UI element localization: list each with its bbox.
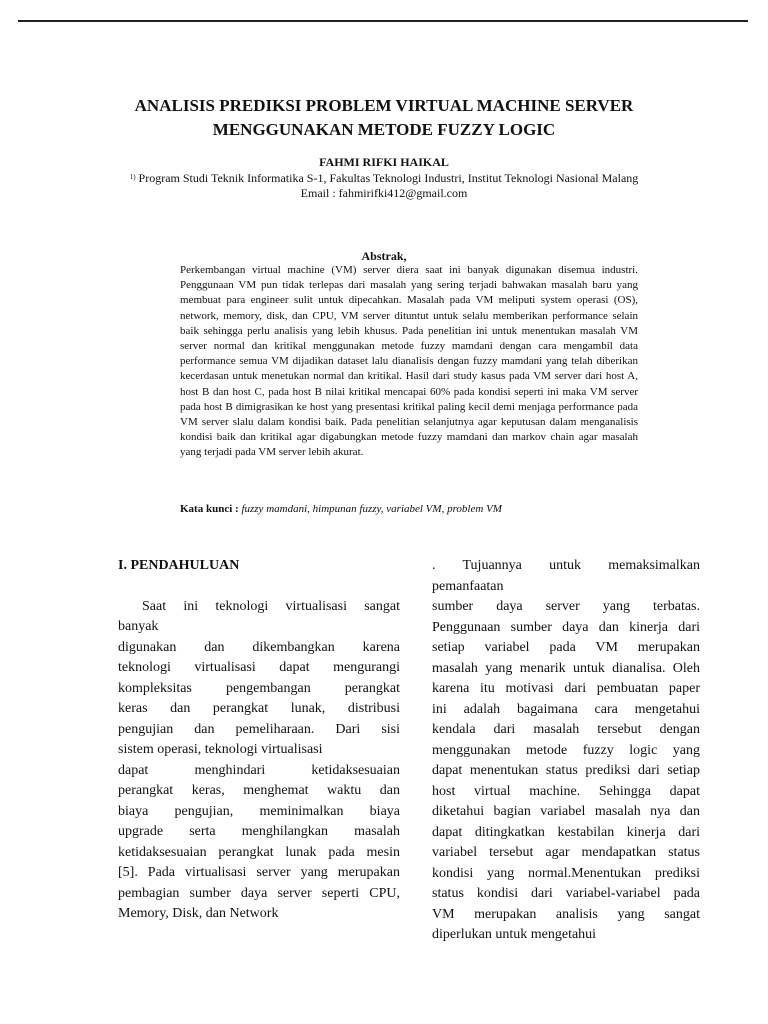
text-line: diketahui bagian variabel masalah nya dan	[432, 804, 700, 819]
text-line: Saat ini teknologi virtualisasi sangat	[142, 598, 400, 614]
top-rule	[18, 20, 748, 22]
text-line: keras dan perangkat lunak, distribusi	[118, 701, 400, 716]
text-line: pembagian sumber daya server seperti CPU,	[118, 885, 400, 901]
text-line: digunakan dan dikembangkan karena	[118, 639, 400, 655]
text-line: banyak	[118, 619, 159, 634]
text-line: [5]. Pada virtualisasi server yang merupakan	[118, 865, 400, 880]
text-line: sistem operasi, teknologi virtualisasi	[118, 742, 323, 757]
left-column	[118, 556, 400, 925]
text-line: dapat ditingkatkan kestabilan kinerja dari	[432, 824, 700, 840]
abstract-heading: Abstrak,	[361, 249, 407, 263]
abstract-body: Perkembangan virtual machine (VM) server diera saat ini banyak digunakan disemua industri. Penggunaan VM pun tidak terlepas dari masalah yang sering terjadi bahwakan masalah baru yang membuat para engineer sulit untuk dipecahkan. Masalah pada VM meliputi system operasi (OS), network, memory, disk, dan CPU, VM server dituntut untuk selalu memberikan performance selain baik sehingga perlu analisis yang lebih khusus. Pada penelitian ini untuk menentukan masalah VM server normal dan kritikal menggunakan metode fuzzy mamdani dengan cara mengambil data performance semua VM dijadikan dataset lalu dianalisis dengan fuzzy mamdani yang telah diberikan kecerdasan untuk menetukan normal dan kritikal. Hasil dari study kasus pada VM server dari host A, host B dan host C, pada host B nilai kritikal mencapai 60% pada kondisi seperti ini maka VM server pada host B dimigrasikan ke host yang presentasi kritikal paling kecil demi menjaga performance pada VM server slalu dalam kondisi baik. Pada penelitian selanjutnya agar keputusan dalam menganalisis kondisi baik dan kritikal agar digabungkan metode fuzzy mamdani dan markov chain agar masalah yang terjadi pada VM server lebih akurat.	[180, 264, 638, 459]
title-line-1: ANALISIS PREDIKSI PROBLEM VIRTUAL MACHINE SERVER	[134, 96, 634, 115]
text-line: Memory, Disk, dan Network	[118, 906, 279, 921]
text-line: kompleksitas pengembangan perangkat	[118, 680, 400, 696]
affiliation-text: Program Studi Teknik Informatika S-1, Fakultas Teknologi Industri, Institut Teknologi Nasional Malang	[138, 171, 639, 185]
text-line: masalah yang menarik untuk dianalisa. Oleh	[432, 660, 700, 676]
text-line: status kondisi dari variabel-variabel pada	[432, 886, 700, 901]
text-line: karena itu motivasi dari pembuatan paper	[432, 681, 700, 696]
text-line: pengujian dan pemeliharaan. Dari sisi	[118, 721, 400, 737]
paper-title	[60, 94, 708, 142]
text-line: teknologi virtualisasi dapat mengurangi	[118, 660, 400, 675]
text-line: VM merupakan analisis yang sangat	[432, 906, 700, 922]
text-line: dapat menghindari ketidaksesuaian	[118, 762, 400, 778]
keywords-list: fuzzy mamdani, himpunan fuzzy, variabel VM, problem VM	[241, 503, 502, 515]
title-line-2: MENGGUNAKAN METODE FUZZY LOGIC	[212, 120, 556, 139]
left-column-text	[118, 597, 400, 925]
text-line: dapat menentukan status prediksi dari setiap	[432, 763, 700, 778]
author-email: Email : fahmirifki412@gmail.com	[300, 186, 468, 200]
keywords-label: Kata kunci :	[180, 503, 239, 515]
text-line: . Tujuannya untuk memaksimalkan	[432, 558, 700, 573]
section-heading: I. PENDAHULUAN	[118, 558, 240, 573]
text-line: ketidaksesuaian perangkat lunak pada mesin	[118, 844, 400, 860]
text-line: sumber daya server yang terbatas.	[432, 599, 700, 614]
text-line: host virtual machine. Sehingga dapat	[432, 783, 700, 799]
affiliation	[0, 171, 768, 186]
text-line: upgrade serta menghilangkan masalah	[118, 824, 400, 839]
text-line: ini adalah bagaimana cara mengetahui	[432, 701, 700, 717]
keywords	[180, 503, 660, 515]
text-line: diperlukan untuk mengetahui	[432, 927, 597, 942]
text-line: variabel tersebut agar mendapatkan status	[432, 845, 700, 860]
text-line: menggunakan metode fuzzy logic yang	[432, 742, 700, 758]
text-line: Penggunaan sumber daya dan kinerja dari	[432, 619, 700, 635]
right-column-text	[432, 556, 700, 946]
text-line: setiap variabel pada VM merupakan	[432, 640, 700, 655]
text-line: biaya pengujian, meminimalkan biaya	[118, 803, 400, 819]
text-line: pemanfaatan	[432, 578, 504, 594]
right-column	[432, 556, 700, 946]
affiliation-mark: 1)	[129, 173, 136, 181]
author-name: FAHMI RIFKI HAIKAL	[319, 155, 449, 169]
text-line: kendala dari masalah tersebut dengan	[432, 722, 700, 737]
text-line: perangkat keras, menghemat waktu dan	[118, 783, 400, 798]
text-line: kondisi yang normal.Menentukan prediksi	[432, 865, 700, 881]
